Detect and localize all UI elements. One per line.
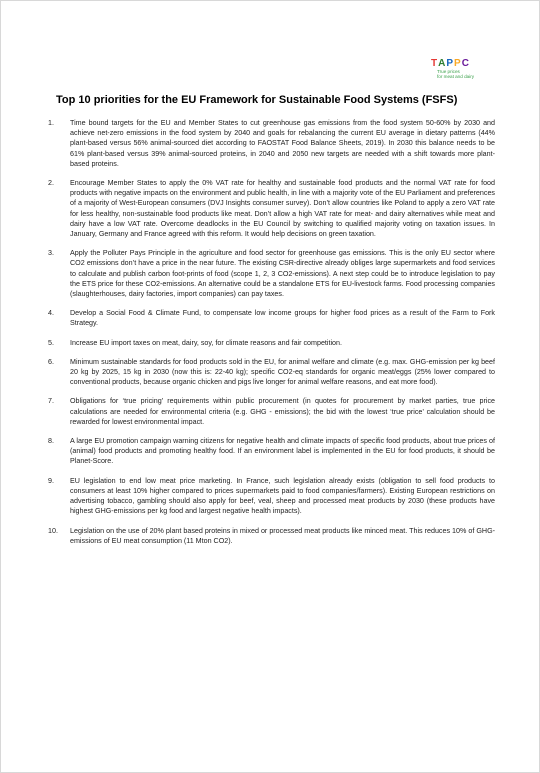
item-number: 10.	[48, 526, 58, 535]
item-number: 3.	[48, 249, 54, 258]
item-text: A large EU promotion campaign warning citizens for negative health and climate impacts of specific food products, about true prices of (animal) food products and promoting healthy food. If an environment label is implemented in the EU for food products, it should be Planet-Score.	[70, 437, 495, 466]
logo-letter: P	[454, 58, 462, 69]
item-number: 4.	[48, 309, 54, 318]
list-item	[48, 308, 495, 328]
list-item	[48, 526, 495, 546]
list-item	[48, 357, 495, 388]
item-text: Encourage Member States to apply the 0% VAT rate for healthy and sustainable food products and the normal VAT rate for food products with negative impacts on the environment and public health, in line with a majority vote of the EU Parliament and preferences of a majority of West-European consumers (DVJ Insights consumer survey). Don’t allow countries like Poland to apply a zero VAT rate for less healthy, non-sustainable food products like meat. Don’t allow a high VAT rate for meat- and dairy alternatives while meat and dairy have a low VAT rate. Overcome deadlocks in the EU Council by switching to qualified majority voting on taxation issues. In January, Germany and France agreed with this reform. It would help decisions on green taxation.	[70, 179, 495, 239]
item-number: 2.	[48, 179, 54, 188]
tappc-logo	[431, 58, 493, 80]
list-item	[48, 436, 495, 467]
list-item	[48, 338, 495, 348]
item-text: Increase EU import taxes on meat, dairy, soy, for climate reasons and fair competition.	[70, 338, 342, 347]
list-item	[48, 476, 495, 517]
item-text: Develop a Social Food & Climate Fund, to compensate low income groups for higher food prices as a result of the Farm to Fork Strategy.	[70, 309, 495, 328]
item-text: Legislation on the use of 20% plant based proteins in mixed or processed meat products like minced meat. This reduces 10% of GHG-emissions of EU meat consumption (11 Mton CO2).	[70, 526, 495, 545]
list-item	[48, 178, 495, 239]
list-item	[48, 118, 495, 169]
list-item	[48, 396, 495, 427]
page-title: Top 10 priorities for the EU Framework for Sustainable Food Systems (FSFS)	[56, 94, 458, 106]
item-text: Apply the Polluter Pays Principle in the agriculture and food sector for greenhouse gas emissions. This is the only EU sector where CO2 emissions don’t have a price in the near future. The existing CSR-directive already obliges large supermarkets and food services to calculate and publish carbon foot-prints of food (scope 1, 2, 3 CO2-emissions). A next step could be to introduce legislation to pay the ETS price for these CO2-emissions. An alternative could be a standalone ETS for EU-livestock farms. Food processing companies (slaughterhouses, dairy factories, import companies) can pay taxes.	[70, 249, 495, 299]
logo-letter: C	[461, 58, 470, 69]
item-text: Time bound targets for the EU and Member States to cut greenhouse gas emissions from the food system 50-60% by 2030 and achieve net-zero emissions in the food system by 2040 and goals for rebalancing the current EU average in dietary patterns (44% plant-based versus 56% animal-sourced diet according to FAOSTAT Food Balance Sheets, 2019). In 2030 this balance needs to be 61% plant-based versus 39% animal-sourced proteins, in 2040 and 2050 new targets are needed with a shift towards more plant-based proteins.	[70, 119, 495, 168]
item-number: 9.	[48, 476, 54, 485]
logo-letter: T	[431, 58, 439, 69]
logo-tagline-2: for meat and dairy	[437, 74, 475, 80]
item-number: 5.	[48, 338, 54, 347]
logo-letter: P	[446, 58, 455, 69]
list-item	[48, 248, 495, 299]
logo-wordmark	[431, 58, 493, 69]
item-number: 6.	[48, 357, 54, 366]
logo-letter: A	[438, 58, 447, 69]
item-number: 8.	[48, 437, 54, 446]
item-text: EU legislation to end low meat price marketing. In France, such legislation already exists (obligation to sell food products to consumers at least 10% higher compared to prices supermarkets paid to food companies/farmers). Existing European restrictions on advertising tobacco, gambling should also apply for beef, veal, sheep and processed meat products by 2030 (these products have highest GHG-emissions per kg food and largest negative health impacts).	[70, 476, 495, 516]
item-number: 1.	[48, 119, 54, 127]
logo-tagline-1: True prices	[437, 69, 460, 74]
item-text: Obligations for ‘true pricing’ requirements within public procurement (in quotes for procurement by market parties, true price calculations are needed for environmental criteria (e.g. GHG - emissions); the bid with the lowest ‘true price’ calculation should be rewarded for lowest environmental impact.	[70, 397, 495, 426]
priority-list	[48, 118, 495, 546]
item-text: Minimum sustainable standards for food products sold in the EU, for animal welfare and climate (e.g. max. GHG-emission per kg beef 20 kg by 2025, 15 kg in 2030 (now this is: 22-40 kg); specific CO2-eq standards for organic meat/eggs (25% lower compared to conventional products, because organic chicken and pigs live longer for animal welfare reasons, and eat more food).	[70, 357, 495, 387]
item-number: 7.	[48, 397, 54, 406]
